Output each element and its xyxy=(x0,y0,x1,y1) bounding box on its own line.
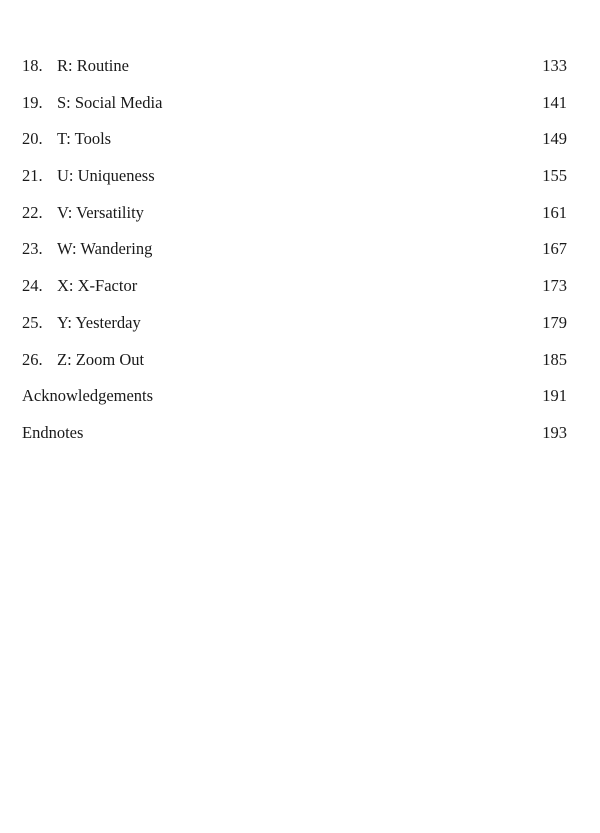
chapter-number: 24. xyxy=(22,276,43,296)
toc-entry xyxy=(22,275,567,312)
page-number: 173 xyxy=(542,276,567,296)
toc-back-matter-entry xyxy=(22,422,567,459)
page-number: 193 xyxy=(542,422,567,442)
toc-entry xyxy=(22,202,567,239)
chapter-title: V: Versatility xyxy=(57,202,144,222)
chapter-number: 20. xyxy=(22,129,43,149)
table-of-contents xyxy=(22,55,567,459)
chapter-title: X: X-Factor xyxy=(57,276,138,296)
chapter-title: W: Wandering xyxy=(57,239,153,259)
toc-entry xyxy=(22,349,567,386)
page-number: 191 xyxy=(542,386,567,406)
toc-entry xyxy=(22,128,567,165)
chapter-number: 19. xyxy=(22,92,43,112)
chapter-number: 26. xyxy=(22,349,43,369)
page-number: 167 xyxy=(542,239,567,259)
page-number: 161 xyxy=(542,202,567,222)
chapter-title: T: Tools xyxy=(57,129,112,149)
page-number: 155 xyxy=(542,166,567,186)
chapter-number: 23. xyxy=(22,239,43,259)
page-number: 185 xyxy=(542,349,567,369)
toc-entry xyxy=(22,165,567,202)
chapter-number: 21. xyxy=(22,166,43,186)
section-title: Endnotes xyxy=(22,422,84,442)
section-title: Acknowledgements xyxy=(22,386,154,406)
page-number: 179 xyxy=(542,312,567,332)
toc-back-matter-entry xyxy=(22,385,567,422)
chapter-title: U: Uniqueness xyxy=(57,166,155,186)
toc-entry xyxy=(22,312,567,349)
chapter-title: Y: Yesterday xyxy=(57,312,141,332)
page-number: 149 xyxy=(542,129,567,149)
chapter-number: 18. xyxy=(22,56,43,75)
toc-entry xyxy=(22,238,567,275)
chapter-title: R: Routine xyxy=(57,56,129,75)
chapter-title: Z: Zoom Out xyxy=(57,349,145,369)
page-number: 133 xyxy=(542,56,567,75)
toc-entry xyxy=(22,92,567,129)
chapter-title: S: Social Media xyxy=(57,92,163,112)
page-number: 141 xyxy=(542,92,567,112)
chapter-number: 22. xyxy=(22,202,43,222)
toc-entry xyxy=(22,55,567,92)
chapter-number: 25. xyxy=(22,312,43,332)
